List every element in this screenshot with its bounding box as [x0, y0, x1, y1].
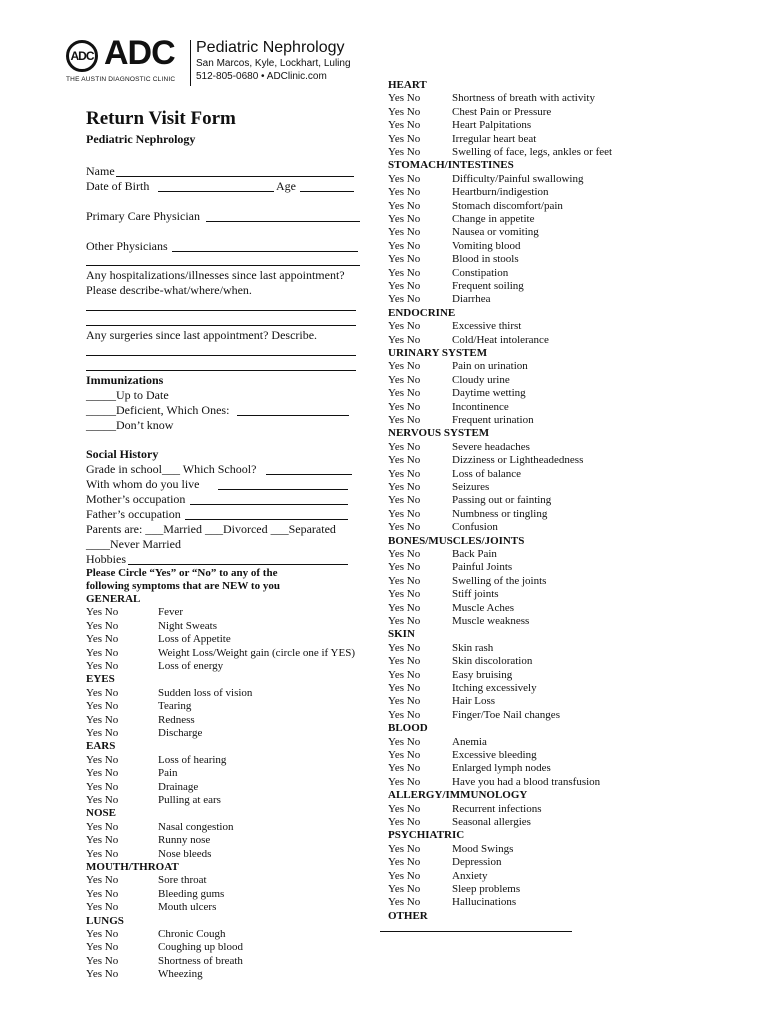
symptom-label: Excessive bleeding	[452, 749, 537, 761]
symptom-label: Heart Palpitations	[452, 119, 532, 132]
yes-no-choice[interactable]: Yes No	[86, 700, 119, 713]
symptom-label: Shortness of breath with activity	[452, 92, 595, 105]
yes-no-choice[interactable]: Yes No	[388, 682, 421, 694]
symptom-label: Wheezing	[158, 968, 203, 981]
symptom-label: Nasal congestion	[158, 820, 234, 833]
yes-no-choice[interactable]: Yes No	[86, 767, 119, 780]
yes-no-choice[interactable]: Yes No	[388, 467, 421, 480]
yes-no-choice[interactable]: Yes No	[388, 414, 421, 426]
immunizations-dont-know[interactable]: _____Don’t know	[86, 418, 174, 432]
yes-no-choice[interactable]: Yes No	[388, 481, 421, 493]
yes-no-choice[interactable]: Yes No	[86, 941, 119, 954]
symptom-label: Weight Loss/Weight gain (circle one if YES)	[158, 646, 355, 659]
hobbies-field[interactable]	[128, 564, 348, 565]
symptom-label: Swelling of face, legs, ankles or feet	[452, 146, 613, 158]
symptom-label: Frequent soiling	[452, 280, 524, 292]
yes-no-choice[interactable]: Yes No	[388, 226, 421, 239]
symptom-label: Passing out or fainting	[452, 494, 552, 507]
yes-no-choice[interactable]: Yes No	[86, 780, 119, 793]
symptom-label: Mouth ulcers	[158, 901, 217, 914]
yes-no-choice[interactable]: Yes No	[86, 686, 119, 699]
yes-no-choice[interactable]: Yes No	[388, 333, 421, 346]
form-subtitle: Pediatric Nephrology	[86, 132, 196, 146]
section-heading-stomach-intestines: STOMACH/INTESTINES	[388, 159, 514, 172]
symptom-label: Enlarged lymph nodes	[452, 762, 551, 775]
age-label: Age	[276, 179, 296, 193]
surgeries-question: Any surgeries since last appointment? Describe.	[86, 328, 318, 342]
yes-no-choice[interactable]: Yes No	[388, 146, 421, 158]
mother-occupation-label: Mother’s occupation	[86, 492, 186, 506]
surgeries-line-1[interactable]	[86, 355, 356, 356]
social-history-heading: Social History	[86, 447, 159, 461]
symptom-label: Pain on urination	[452, 360, 528, 373]
symptom-label: Night Sweats	[158, 619, 217, 632]
symptom-label: Change in appetite	[452, 213, 535, 225]
clinic-name: THE AUSTIN DIAGNOSTIC CLINIC	[66, 76, 176, 83]
yes-no-choice[interactable]: Yes No	[388, 507, 421, 520]
section-heading-allergy-immunology: ALLERGY/IMMUNOLOGY	[388, 789, 528, 802]
yes-no-choice[interactable]: Yes No	[388, 293, 421, 306]
yes-no-choice[interactable]: Yes No	[388, 762, 421, 775]
yes-no-choice[interactable]: Yes No	[388, 105, 421, 118]
other-physicians-label: Other Physicians	[86, 239, 168, 253]
symptom-label: Incontinence	[452, 400, 509, 413]
section-heading-ears: EARS	[86, 740, 116, 753]
symptom-label: Finger/Toe Nail changes	[452, 708, 560, 721]
yes-no-choice[interactable]: Yes No	[388, 695, 421, 708]
yes-no-choice[interactable]: Yes No	[388, 896, 421, 909]
live-with-field[interactable]	[218, 489, 348, 490]
yes-no-choice[interactable]: Yes No	[388, 92, 421, 105]
symptom-label: Fever	[158, 606, 184, 619]
symptom-label: Excessive thirst	[452, 320, 522, 333]
symptom-label: Loss of Appetite	[158, 633, 231, 646]
yes-no-choice[interactable]: Yes No	[388, 816, 421, 828]
yes-no-choice[interactable]: Yes No	[388, 655, 421, 668]
yes-no-choice[interactable]: Yes No	[388, 521, 421, 534]
symptom-label: Diarrhea	[452, 293, 491, 306]
department-name: Pediatric Nephrology	[196, 39, 345, 56]
symptom-label: Shortness of breath	[158, 954, 243, 967]
symptom-label: Muscle Aches	[452, 601, 515, 614]
symptom-label: Cold/Heat intolerance	[452, 333, 549, 346]
yes-no-choice[interactable]: Yes No	[388, 574, 421, 587]
hospitalizations-line-1[interactable]	[86, 310, 356, 311]
symptom-label: Hallucinations	[452, 896, 517, 909]
yes-no-choice[interactable]: Yes No	[388, 400, 421, 413]
age-field[interactable]	[300, 191, 354, 192]
section-heading-eyes: EYES	[86, 673, 115, 686]
symptom-label: Pulling at ears	[158, 794, 221, 806]
symptom-label: Severe headaches	[452, 440, 530, 453]
yes-no-choice[interactable]: Yes No	[388, 708, 421, 721]
yes-no-choice[interactable]: Yes No	[388, 213, 421, 225]
yes-no-choice[interactable]: Yes No	[86, 646, 119, 659]
logo-divider	[190, 40, 191, 86]
symptom-label: Depression	[452, 856, 502, 869]
surgeries-line-2[interactable]	[86, 370, 356, 371]
symptom-label: Frequent urination	[452, 414, 534, 426]
yes-no-choice[interactable]: Yes No	[86, 713, 119, 726]
yes-no-choice[interactable]: Yes No	[86, 753, 119, 766]
circle-instruction-1: Please Circle “Yes” or “No” to any of the	[86, 567, 278, 579]
yes-no-choice[interactable]: Yes No	[86, 660, 119, 672]
yes-no-choice[interactable]: Yes No	[388, 253, 421, 266]
school-field[interactable]	[266, 474, 352, 475]
yes-no-choice[interactable]: Yes No	[388, 186, 421, 199]
symptom-label: Loss of energy	[158, 660, 224, 672]
section-heading-mouth-throat: MOUTH/THROAT	[86, 861, 179, 873]
symptom-label: Bleeding gums	[158, 887, 225, 900]
yes-no-choice[interactable]: Yes No	[388, 588, 421, 601]
logo-text: ADC	[104, 34, 175, 72]
symptom-label: Have you had a blood transfusion	[452, 775, 601, 788]
yes-no-choice[interactable]: Yes No	[388, 856, 421, 869]
symptom-label: Sore throat	[158, 874, 207, 887]
parents-never-married[interactable]: ____Never Married	[86, 537, 181, 551]
yes-no-choice[interactable]: Yes No	[388, 883, 421, 895]
yes-no-choice[interactable]: Yes No	[388, 842, 421, 855]
symptom-label: Drainage	[158, 780, 199, 793]
yes-no-choice[interactable]: Yes No	[388, 280, 421, 292]
symptom-label: Loss of hearing	[158, 753, 227, 766]
yes-no-choice[interactable]: Yes No	[388, 387, 421, 400]
section-heading-lungs: LUNGS	[86, 914, 124, 927]
symptom-label: Itching excessively	[452, 682, 537, 694]
yes-no-choice[interactable]: Yes No	[86, 954, 119, 967]
parents-status[interactable]: Parents are: ___Married ___Divorced ___Separated	[86, 522, 336, 536]
yes-no-choice[interactable]: Yes No	[86, 727, 119, 739]
hobbies-label: Hobbies	[86, 552, 126, 566]
yes-no-choice[interactable]: Yes No	[388, 239, 421, 252]
symptom-label: Nausea or vomiting	[452, 226, 539, 239]
yes-no-choice[interactable]: Yes No	[388, 494, 421, 507]
yes-no-choice[interactable]: Yes No	[86, 968, 119, 981]
yes-no-choice[interactable]: Yes No	[388, 601, 421, 614]
yes-no-choice[interactable]: Yes No	[388, 735, 421, 748]
symptom-label: Nose bleeds	[158, 847, 212, 860]
yes-no-choice[interactable]: Yes No	[388, 132, 421, 145]
name-field[interactable]	[116, 176, 354, 177]
symptom-label: Skin rash	[452, 641, 494, 654]
live-with-label: With whom do you live	[86, 477, 200, 491]
symptom-label: Anxiety	[452, 869, 488, 882]
yes-no-choice[interactable]: Yes No	[86, 834, 119, 847]
section-heading-psychiatric: PSYCHIATRIC	[388, 829, 465, 842]
symptom-label: Blood in stools	[452, 253, 519, 266]
yes-no-choice[interactable]: Yes No	[388, 548, 421, 560]
yes-no-choice[interactable]: Yes No	[86, 887, 119, 900]
section-heading-nose: NOSE	[86, 807, 116, 820]
symptom-label: Vomiting blood	[452, 239, 521, 252]
circle-instruction-2: following symptoms that are NEW to you	[86, 580, 280, 592]
symptom-label: Chest Pain or Pressure	[452, 105, 552, 118]
deficient-which-field[interactable]	[237, 415, 349, 416]
symptom-label: Stiff joints	[452, 588, 499, 601]
symptom-label: Redness	[158, 713, 195, 726]
pcp-label: Primary Care Physician	[86, 209, 200, 223]
symptom-label: Constipation	[452, 266, 509, 279]
yes-no-choice[interactable]: Yes No	[86, 633, 119, 646]
yes-no-choice[interactable]: Yes No	[86, 901, 119, 914]
yes-no-choice[interactable]: Yes No	[86, 928, 119, 940]
yes-no-choice[interactable]: Yes No	[86, 820, 119, 833]
yes-no-choice[interactable]: Yes No	[388, 641, 421, 654]
symptom-label: Skin discoloration	[452, 655, 533, 668]
yes-no-choice[interactable]: Yes No	[388, 119, 421, 132]
section-heading-nervous-system: NERVOUS SYSTEM	[388, 427, 490, 440]
father-occupation-field[interactable]	[185, 519, 348, 520]
symptom-label: Painful Joints	[452, 561, 513, 574]
hospitalizations-instruction: Please describe-what/where/when.	[86, 283, 252, 297]
immunizations-heading: Immunizations	[86, 373, 164, 387]
symptom-label: Irregular heart beat	[452, 132, 537, 145]
symptom-label: Daytime wetting	[452, 387, 526, 400]
section-heading-heart: HEART	[388, 79, 427, 91]
symptom-label: Tearing	[158, 700, 192, 713]
name-label: Name	[86, 164, 115, 178]
symptom-label: Sleep problems	[452, 883, 521, 895]
symptom-label: Mood Swings	[452, 842, 514, 855]
symptom-label: Muscle weakness	[452, 615, 530, 627]
yes-no-choice[interactable]: Yes No	[388, 869, 421, 882]
yes-no-choice[interactable]: Yes No	[388, 802, 421, 815]
symptom-label: Coughing up blood	[158, 941, 243, 954]
father-occupation-label: Father’s occupation	[86, 507, 181, 521]
section-heading-urinary-system: URINARY SYSTEM	[388, 347, 488, 359]
form-title: Return Visit Form	[86, 108, 236, 129]
symptom-label: Seasonal allergies	[452, 816, 531, 828]
other-physicians-field[interactable]	[172, 251, 358, 252]
symptom-label: Chronic Cough	[158, 928, 226, 940]
symptom-label: Recurrent infections	[452, 802, 542, 815]
symptom-label: Difficulty/Painful swallowing	[452, 172, 584, 185]
symptom-label: Back Pain	[452, 548, 497, 560]
symptom-label: Hair Loss	[452, 695, 496, 708]
pcp-field[interactable]	[206, 221, 360, 222]
symptom-label: Dizziness or Lightheadedness	[452, 454, 584, 467]
hospitalizations-line-2[interactable]	[86, 325, 356, 326]
section-heading-endocrine: ENDOCRINE	[388, 306, 456, 319]
section-heading-general: GENERAL	[86, 593, 141, 605]
yes-no-choice[interactable]: Yes No	[86, 619, 119, 632]
symptom-label: Numbness or tingling	[452, 507, 548, 520]
yes-no-choice[interactable]: Yes No	[388, 440, 421, 453]
symptom-label: Loss of balance	[452, 467, 522, 480]
immunizations-deficient[interactable]: _____Deficient, Which Ones:	[86, 403, 230, 417]
yes-no-choice[interactable]: Yes No	[388, 775, 421, 788]
yes-no-choice[interactable]: Yes No	[388, 320, 421, 333]
yes-no-choice[interactable]: Yes No	[86, 794, 119, 806]
grade-school-label: Grade in school___ Which School?	[86, 462, 257, 476]
yes-no-choice[interactable]: Yes No	[388, 615, 421, 627]
yes-no-choice[interactable]: Yes No	[388, 266, 421, 279]
symptom-label: Discharge	[158, 727, 203, 739]
yes-no-choice[interactable]: Yes No	[86, 874, 119, 887]
symptom-label: Swelling of the joints	[452, 574, 547, 587]
clinic-locations: San Marcos, Kyle, Lockhart, Luling	[196, 58, 351, 69]
symptom-label: Sudden loss of vision	[158, 686, 253, 699]
section-heading-skin: SKIN	[388, 628, 415, 641]
other-physicians-line-2[interactable]	[86, 265, 360, 266]
symptom-label: Seizures	[452, 481, 490, 493]
symptom-label: Heartburn/indigestion	[452, 186, 549, 199]
yes-no-choice[interactable]: Yes No	[388, 454, 421, 467]
yes-no-choice[interactable]: Yes No	[86, 606, 119, 619]
yes-no-choice[interactable]: Yes No	[388, 749, 421, 761]
symptom-label: Cloudy urine	[452, 373, 510, 386]
section-heading-other: OTHER	[388, 909, 428, 922]
clinic-contact: 512-805-0680 • ADClinic.com	[196, 71, 327, 82]
yes-no-choice[interactable]: Yes No	[388, 199, 421, 212]
symptom-label: Anemia	[452, 735, 487, 748]
hospitalizations-question: Any hospitalizations/illnesses since last appointment?	[86, 268, 345, 282]
section-heading-bones-muscles-joints: BONES/MUSCLES/JOINTS	[388, 534, 525, 547]
immunizations-up-to-date[interactable]: _____Up to Date	[86, 388, 169, 402]
dob-field[interactable]	[158, 191, 274, 192]
symptom-label: Pain	[158, 767, 178, 780]
symptom-label: Easy bruising	[452, 668, 513, 681]
symptom-label: Stomach discomfort/pain	[452, 199, 563, 212]
other-symptoms-field[interactable]	[380, 931, 572, 932]
yes-no-choice[interactable]: Yes No	[388, 561, 421, 574]
dob-label: Date of Birth	[86, 179, 150, 193]
yes-no-choice[interactable]: Yes No	[388, 172, 421, 185]
clinic-logo	[66, 34, 356, 88]
yes-no-choice[interactable]: Yes No	[388, 360, 421, 373]
symptom-label: Runny nose	[158, 834, 211, 847]
section-heading-blood: BLOOD	[388, 722, 428, 735]
yes-no-choice[interactable]: Yes No	[86, 847, 119, 860]
yes-no-choice[interactable]: Yes No	[388, 373, 421, 386]
yes-no-choice[interactable]: Yes No	[388, 668, 421, 681]
adc-circle-logo-icon: ADC	[66, 40, 98, 72]
symptom-label: Confusion	[452, 521, 498, 534]
mother-occupation-field[interactable]	[190, 504, 348, 505]
